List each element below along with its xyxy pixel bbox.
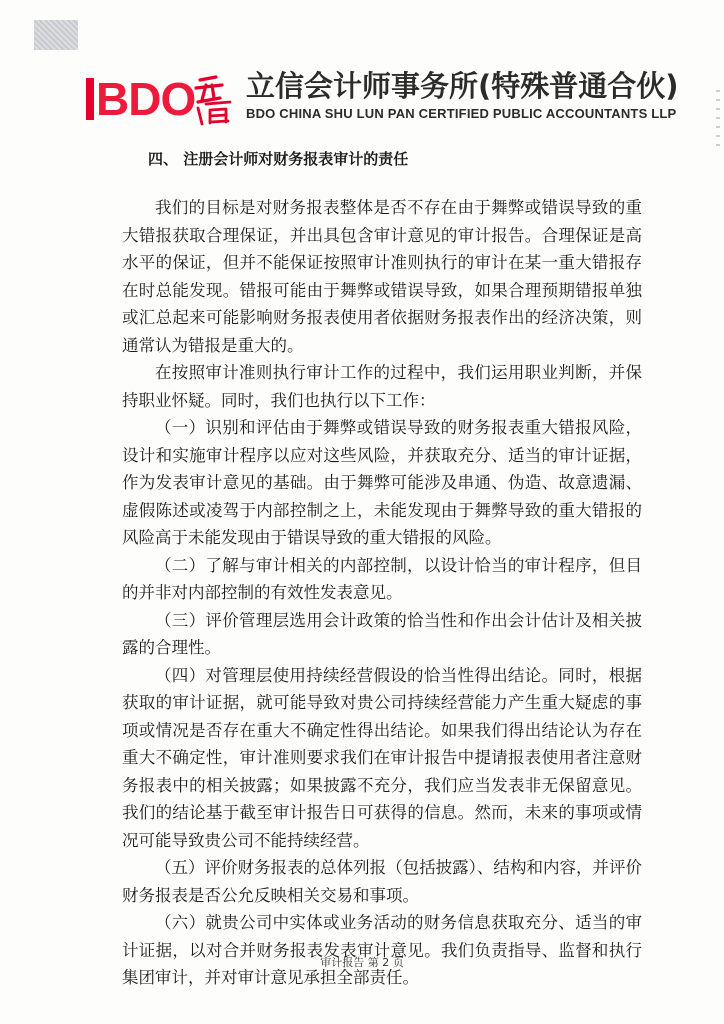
page-footer: 审计报告 第 2 页 xyxy=(320,956,404,969)
report-body xyxy=(122,194,642,992)
paragraph-item-2: （二）了解与审计相关的内部控制，以设计恰当的审计程序，但目的并非对内部控制的有效性发表意见。 xyxy=(122,555,642,602)
paragraph-professional-judgment: 在按照审计准则执行审计工作的过程中，我们运用职业判断，并保持职业怀疑。同时，我们也执行以下工作： xyxy=(122,363,642,410)
paragraph-item-5: （五）评价财务报表的总体列报（包括披露）、结构和内容，并评价财务报表是否公允反映相关交易和事项。 xyxy=(122,858,642,905)
logo-text: BDO xyxy=(96,73,196,125)
lixin-calligraphy-logo-icon xyxy=(192,74,236,126)
paragraph-item-1: （一）识别和评估由于舞弊或错误导致的财务报表重大错报风险，设计和实施审计程序以应对这些风险，并获取充分、适当的审计证据，作为发表审计意见的基础。由于舞弊可能涉及串通、伪造、故意遗漏、虚假陈述或凌驾于内部控制之上，未能发现由于舞弊导致的重大错报的风险高于未能发现由于错误导致的重大错报的风险。 xyxy=(122,418,642,547)
firm-name-english: BDO CHINA SHU LUN PAN CERTIFIED PUBLIC ACCOUNTANTS LLP xyxy=(246,106,677,121)
bdo-logo xyxy=(86,70,232,124)
paragraph-item-3: （三）评价管理层选用会计政策的恰当性和作出会计估计及相关披露的合理性。 xyxy=(122,610,642,657)
paragraph-item-6: （六）就贵公司中实体或业务活动的财务信息获取充分、适当的审计证据，以对合并财务报表发表审计意见。我们负责指导、监督和执行集团审计，并对审计意见承担全部责任。 xyxy=(122,913,642,987)
logo-red-bar xyxy=(86,78,94,120)
letterhead xyxy=(86,66,686,130)
redacted-stamp xyxy=(34,20,78,50)
firm-name-chinese: 立信会计师事务所(特殊普通合伙) xyxy=(246,69,679,103)
paragraph-objective: 我们的目标是对财务报表整体是否不存在由于舞弊或错误导致的重大错报获取合理保证，并出具包含审计意见的审计报告。合理保证是高水平的保证，但并不能保证按照审计准则执行的审计在某一重大错报存在时总能发现。错报可能由于舞弊或错误导致，如果合理预期错报单独或汇总起来可能影响财务报表使用者依据财务报表作出的经济决策，则通常认为错报是重大的。 xyxy=(122,198,642,355)
paragraph-item-4: （四）对管理层使用持续经营假设的恰当性得出结论。同时，根据获取的审计证据，就可能导致对贵公司持续经营能力产生重大疑虑的事项或情况是否存在重大不确定性得出结论。如果我们得出结论认为存在重大不确定性，审计准则要求我们在审计报告中提请报表使用者注意财务报表中的相关披露；如果披露不充分，我们应当发表非无保留意见。我们的结论基于截至审计报告日可获得的信息。然而，未来的事项或情况可能导致贵公司不能持续经营。 xyxy=(122,665,642,850)
section-title: 四、 注册会计师对财务报表审计的责任 xyxy=(148,150,409,168)
scan-edge-marks xyxy=(716,90,720,150)
